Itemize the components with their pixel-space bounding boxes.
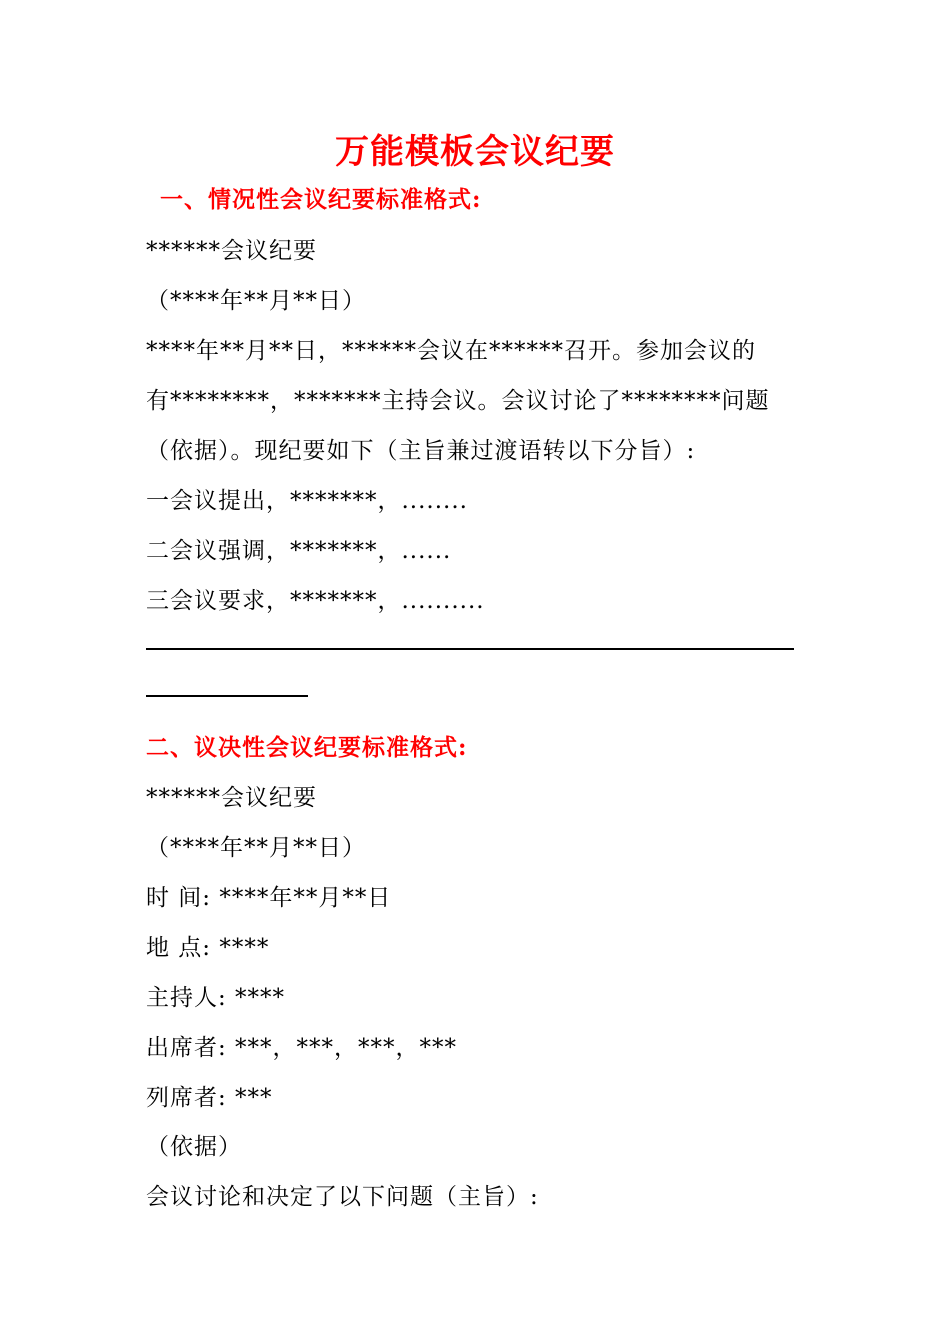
section1-line: 一会议提出，*******，........ — [146, 488, 468, 514]
section1-line: ******会议纪要 — [146, 238, 317, 264]
section2-heading: 二、议决性会议纪要标准格式: — [146, 734, 468, 761]
divider-line — [146, 648, 794, 650]
section2-line: 会议讨论和决定了以下问题（主旨）: — [146, 1184, 539, 1210]
section2-line: 列席者: *** — [146, 1085, 273, 1111]
page-title: 万能模板会议纪要 — [335, 132, 615, 172]
section1-line: 二会议强调，*******，...... — [146, 538, 452, 564]
section2-line: （依据） — [146, 1134, 242, 1160]
section2-line: 地 点: **** — [146, 935, 270, 961]
section2-line: 出席者: ***，***，***，*** — [146, 1035, 458, 1061]
section2-line: 主持人: **** — [146, 985, 286, 1011]
section1-heading: 一、情况性会议纪要标准格式: — [160, 186, 482, 213]
section1-line: （****年**月**日） — [146, 288, 366, 314]
section1-line: 有********，*******主持会议。会议讨论了********问题 — [146, 388, 770, 414]
divider-line — [146, 695, 308, 697]
section1-line: ****年**月**日，******会议在******召开。参加会议的 — [146, 338, 756, 364]
section2-line: 时 间: ****年**月**日 — [146, 885, 392, 911]
section1-line: 三会议要求，*******，.......... — [146, 588, 485, 614]
section2-line: ******会议纪要 — [146, 785, 317, 811]
section2-line: （****年**月**日） — [146, 835, 366, 861]
section1-line: （依据）。现纪要如下（主旨兼过渡语转以下分旨）: — [146, 438, 696, 464]
